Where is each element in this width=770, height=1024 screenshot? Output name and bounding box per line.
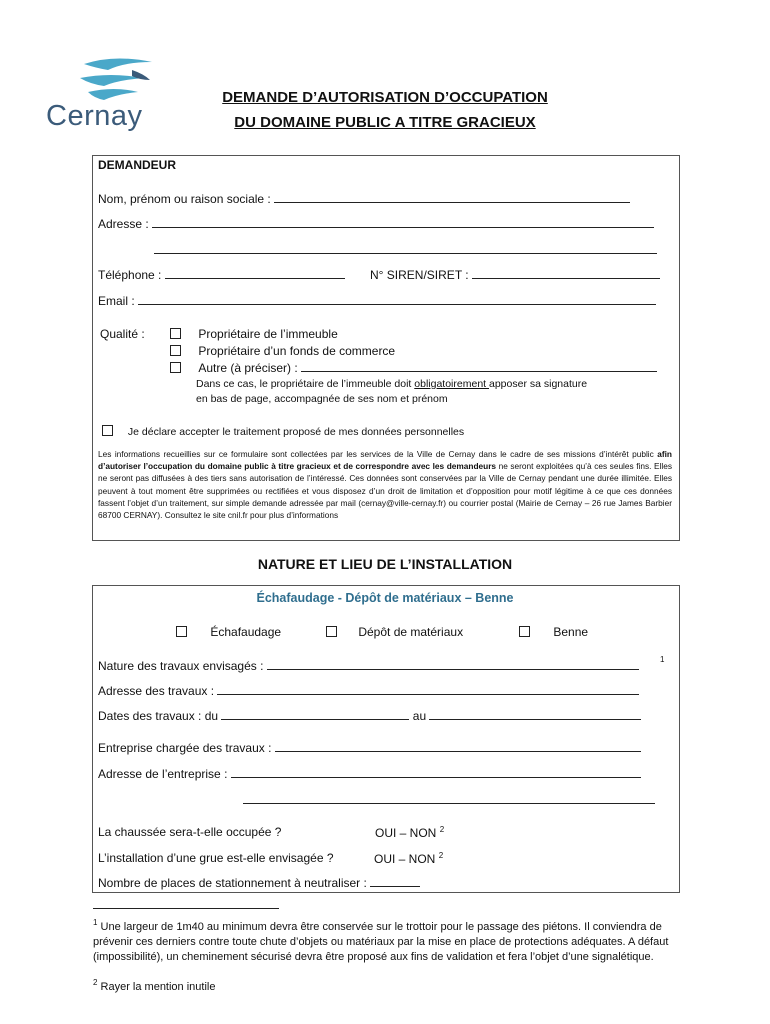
chaussee-label: La chaussée sera-t-elle occupée ? <box>98 825 282 839</box>
entreprise-field[interactable] <box>275 741 641 752</box>
nom-field[interactable] <box>274 192 630 203</box>
logo-fish-icon <box>74 56 164 106</box>
email-field[interactable] <box>138 294 656 305</box>
adresse-entreprise-field-line2[interactable] <box>243 793 655 807</box>
grue-label: L’installation d’une grue est-elle envisagée ? <box>98 851 334 865</box>
entreprise-row <box>98 741 641 755</box>
nature-row <box>98 659 639 673</box>
email-label: Email : <box>98 294 135 308</box>
page-title-line1: DEMANDE D’AUTORISATION D’OCCUPATION <box>222 89 548 106</box>
email-row <box>98 294 656 308</box>
consent-row[interactable] <box>102 425 464 438</box>
places-row <box>98 876 420 890</box>
siren-label: N° SIREN/SIRET : <box>370 268 469 282</box>
autre-field[interactable] <box>301 361 657 372</box>
footnote-1: $^1$ Une largeur de 1m40 au minimum devra être conservée sur le trottoir pour le passage des piétons. Il conviendra de prévenir ces derniers contre toute chute d’objets ou matériaux par la mise en place de protections adéquates. A défaut (impossibilité), un cheminement sécurisé devra être proposé aux fins de validation et fera l’objet d’une signalétique. <box>93 918 669 964</box>
entreprise-label: Entreprise chargée des travaux : <box>98 741 272 755</box>
footnote-divider <box>93 908 279 909</box>
footnote-2: $^2$ Rayer la mention inutile <box>93 978 216 993</box>
type-benne[interactable]: Benne <box>519 625 588 639</box>
qualite-label: Qualité : <box>100 327 145 341</box>
dates-au-label: au <box>412 709 427 723</box>
qualite-option-autre[interactable]: Autre (à préciser) : <box>170 361 657 375</box>
page-title-line2: DU DOMAINE PUBLIC A TITRE GRACIEUX <box>234 114 536 131</box>
telephone-label: Téléphone : <box>98 268 162 282</box>
siren-field[interactable] <box>472 268 660 279</box>
logo-text: Cernay <box>46 100 143 132</box>
autre-note: Dans ce cas, le propriétaire de l’immeuble doit obligatoirement apposer sa signature <box>196 378 588 390</box>
adresse-entreprise-field[interactable] <box>231 767 641 778</box>
checkbox[interactable] <box>170 345 181 356</box>
consent-label: Je déclare accepter le traitement proposé de mes données personnelles <box>127 426 465 438</box>
qualite-option-proprietaire-fonds[interactable]: Propriétaire d’un fonds de commerce <box>170 344 395 358</box>
nature-footnote-ref: 1 <box>660 655 665 664</box>
nom-label: Nom, prénom ou raison sociale : <box>98 192 271 206</box>
demandeur-heading: DEMANDEUR <box>98 158 176 172</box>
nature-label: Nature des travaux envisagés : <box>98 659 264 673</box>
nature-field[interactable] <box>267 659 639 670</box>
cernay-logo <box>46 56 166 136</box>
telephone-field[interactable] <box>165 268 345 279</box>
consent-checkbox[interactable] <box>102 425 113 436</box>
date-end-field[interactable] <box>429 709 641 720</box>
type-echafaudage[interactable]: Échafaudage <box>176 625 281 639</box>
checkbox[interactable] <box>170 328 181 339</box>
places-label: Nombre de places de stationnement à neutraliser : <box>98 876 367 890</box>
legal-notice: Les informations recueillies sur ce formulaire sont collectées par les services de la Ville de Cernay dans le cadre de ses missions d’intérêt public afin d’autoriser l’occupation du domaine public à titre gracieux et de correspondre avec les demandeurs ne seront exploitées qu’à ces seules fins. Elles ne seront pas diffusées à des tiers sans autorisation de l’intéressé. Ces données sont conservées par la Ville de Cernay pendant une durée illimitée. Elles peuvent à tout moment être supprimées ou rectifiées et vous disposez d’un droit de limitation et d’opposition pour motif légitime à ce que ces données fassent l’objet d’un traitement, sur simple demande adressée par mail (cernay@ville-cernay.fr) ou courrier postal (Mairie de Cernay – 26 rue James Barbier 68700 CERNAY). Consultez le site cnil.fr pour plus d’informations <box>98 449 672 521</box>
dates-row <box>98 709 641 723</box>
telephone-row <box>98 268 345 282</box>
adresse-entreprise-label: Adresse de l’entreprise : <box>98 767 228 781</box>
type-depot[interactable]: Dépôt de matériaux <box>326 625 463 639</box>
nom-row <box>98 192 630 206</box>
siren-row <box>370 268 660 282</box>
checkbox[interactable] <box>170 362 181 373</box>
grue-oui-non[interactable]: OUI – NON $^2$ <box>374 851 444 866</box>
checkbox[interactable] <box>176 626 187 637</box>
checkbox[interactable] <box>519 626 530 637</box>
adresse-row <box>98 217 654 231</box>
places-field[interactable] <box>370 876 420 887</box>
adresse-entreprise-row <box>98 767 641 781</box>
date-start-field[interactable] <box>221 709 409 720</box>
adresse-field[interactable] <box>152 217 654 228</box>
adresse-travaux-field[interactable] <box>217 684 639 695</box>
adresse-travaux-row <box>98 684 639 698</box>
adresse-travaux-label: Adresse des travaux : <box>98 684 215 698</box>
checkbox[interactable] <box>326 626 337 637</box>
installation-heading: NATURE ET LIEU DE L’INSTALLATION <box>257 556 513 572</box>
qualite-option-proprietaire-immeuble[interactable]: Propriétaire de l’immeuble <box>170 327 338 341</box>
adresse-field-line2[interactable] <box>154 243 657 257</box>
adresse-label: Adresse : <box>98 217 149 231</box>
dates-label: Dates des travaux : du <box>98 709 219 723</box>
chaussee-oui-non[interactable]: OUI – NON $^2$ <box>375 825 445 840</box>
autre-note-line2: en bas de page, accompagnée de ses nom et prénom <box>196 393 448 405</box>
installation-subheading: Échafaudage - Dépôt de matériaux – Benne <box>256 591 514 605</box>
